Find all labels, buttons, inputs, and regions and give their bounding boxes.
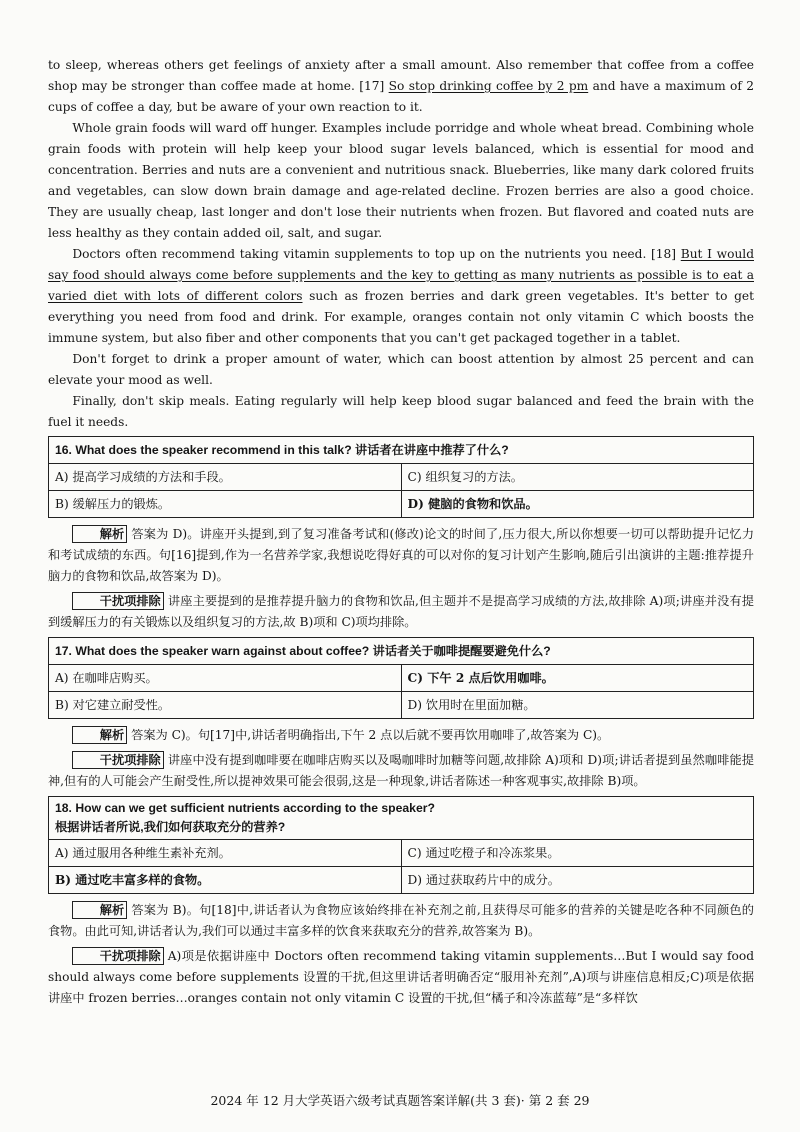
distractor-tag: 干扰项排除 <box>72 947 163 965</box>
analysis-18: 解析 答案为 B)。句[18]中,讲话者认为食物应该始终排在补充剂之前,且获得尽可能多的营养的关键是吃各种不同颜色的食物。由此可知,讲话者认为,我们可以通过丰富多样的饮食来获取充分的营养,故答案为 B)。 <box>48 903 754 938</box>
underlined-sentence-17: So stop drinking coffee by 2 pm <box>388 79 589 93</box>
option-a: A) 提高学习成绩的方法和手段。 <box>49 464 402 491</box>
option-d: D) 通过获取药片中的成分。 <box>401 867 754 894</box>
passage-paragraph-4: Don't forget to drink a proper amount of water, which can boost attention by almost 25 percent and can elevate your mood as well. <box>48 352 754 387</box>
question-stem-en: 18. How can we get sufficient nutrients according to the speaker? <box>55 801 435 815</box>
question-stem: 17. What does the speaker warn against about coffee? 讲话者关于咖啡提醒要避免什么? <box>49 638 754 665</box>
analysis-16: 解析 答案为 D)。讲座开头提到,到了复习准备考试和(修改)论文的时间了,压力很大,所以你想要一切可以帮助提升记忆力和考试成绩的东西。句[16]提到,作为一名营养学家,我想说吃得好真的可以对你的复习计划产生影响,随后引出演讲的主题:推荐提升脑力的食物和饮品,故答案为 D)。 <box>48 527 754 583</box>
distractor-16: 干扰项排除 讲座主要提到的是推荐提升脑力的食物和饮品,但主题并不是提高学习成绩的方法,故排除 A)项;讲座并没有提到缓解压力的有关锻炼以及组织复习的方法,故 B)项和 C)项均排除。 <box>48 594 754 629</box>
distractor-tag: 干扰项排除 <box>72 592 163 610</box>
distractor-18: 干扰项排除 A)项是依据讲座中 Doctors often recommend taking vitamin supplements…But I would say food should always come before supplements 设置的干扰,但这里讲话者明确否定“服用补充剂”,A)项与讲座信息相反;C)项是依据讲座中 frozen berries…oranges contain not only vitamin C 设置的干扰,但“橘子和冷冻蓝莓”是“多样饮 <box>48 949 754 1005</box>
distractor-17: 干扰项排除 讲座中没有提到咖啡要在咖啡店购买以及喝咖啡时加糖等问题,故排除 A)项和 D)项;讲话者提到虽然咖啡能提神,但有的人可能会产生耐受性,所以提神效果可能会很弱,这是一种现象,讲话者陈述一种客观事实,故排除 B)项。 <box>48 753 754 788</box>
option-a: A) 在咖啡店购买。 <box>49 665 402 692</box>
question-stem: 16. What does the speaker recommend in this talk? 讲话者在讲座中推荐了什么? <box>49 437 754 464</box>
passage-paragraph-5: Finally, don't skip meals. Eating regularly will help keep blood sugar balanced and feed the brain with the fuel it needs. <box>48 394 754 429</box>
option-d: D) 饮用时在里面加糖。 <box>401 692 754 719</box>
analysis-tag: 解析 <box>72 525 127 543</box>
option-c-correct: C) 下午 2 点后饮用咖啡。 <box>401 665 754 692</box>
page-footer: 2024 年 12 月大学英语六级考试真题答案详解(共 3 套)· 第 2 套 29 <box>210 1093 590 1108</box>
passage-text: Doctors often recommend taking vitamin supplements to top up on the nutrients you need. [18] <box>72 247 681 261</box>
passage-text: and have a maximum of 2 cups of coffee a day, but be aware of your own reaction to it. <box>48 79 754 114</box>
passage-paragraph-2: Whole grain foods will ward off hunger. Examples include porridge and whole wheat bread. Combining whole grain foods with protein will help keep your blood sugar levels balanced, which is essential for mood and concentration. Berries and nuts are a convenient and nutritious snack. Blueberries, like many dark colored fruits and vegetables, can slow down brain damage and age-related decline. Frozen berries are also a good choice. They are usually cheap, last longer and don't lose their nutrients when frozen. But flavored and coated nuts are less healthy as they contain added oil, salt, and sugar. <box>48 121 754 240</box>
question-17-table <box>48 637 754 719</box>
option-b: B) 缓解压力的锻炼。 <box>49 491 402 518</box>
option-b: B) 对它建立耐受性。 <box>49 692 402 719</box>
passage-text: to sleep, whereas others get feelings of anxiety after a small amount. Also remember that coffee from a coffee shop may be stronger than coffee made at home. [17] <box>48 58 754 93</box>
question-stem <box>49 797 754 840</box>
passage-text: such as frozen berries and dark green vegetables. It's better to get everything you need from food and drink. For example, oranges contain not only vitamin C which boosts the immune system, but also fiber and other components that you can't get packaged together in a tablet. <box>48 289 755 345</box>
option-d-correct: D) 健脑的食物和饮品。 <box>401 491 754 518</box>
option-a: A) 通过服用各种维生素补充剂。 <box>49 840 402 867</box>
underlined-sentence-18: But I would say food should always come before supplements and the key to getting as many nutrients as possible is to eat a varied diet with lots of different colors <box>48 247 754 303</box>
option-b-correct: B) 通过吃丰富多样的食物。 <box>49 867 402 894</box>
passage-paragraph-1 <box>48 55 754 118</box>
question-stem-cn: 根据讲话者所说,我们如何获取充分的营养? <box>55 820 286 834</box>
question-16-table <box>48 436 754 518</box>
analysis-17: 解析 答案为 C)。句[17]中,讲话者明确指出,下午 2 点以后就不要再饮用咖啡了,故答案为 C)。 <box>48 725 754 746</box>
passage-paragraph-3 <box>48 244 754 349</box>
analysis-tag: 解析 <box>72 901 127 919</box>
option-c: C) 组织复习的方法。 <box>401 464 754 491</box>
option-c: C) 通过吃橙子和冷冻浆果。 <box>401 840 754 867</box>
question-18-table <box>48 796 754 894</box>
page-content <box>48 55 754 1013</box>
distractor-tag: 干扰项排除 <box>72 751 163 769</box>
analysis-tag: 解析 <box>72 726 127 744</box>
